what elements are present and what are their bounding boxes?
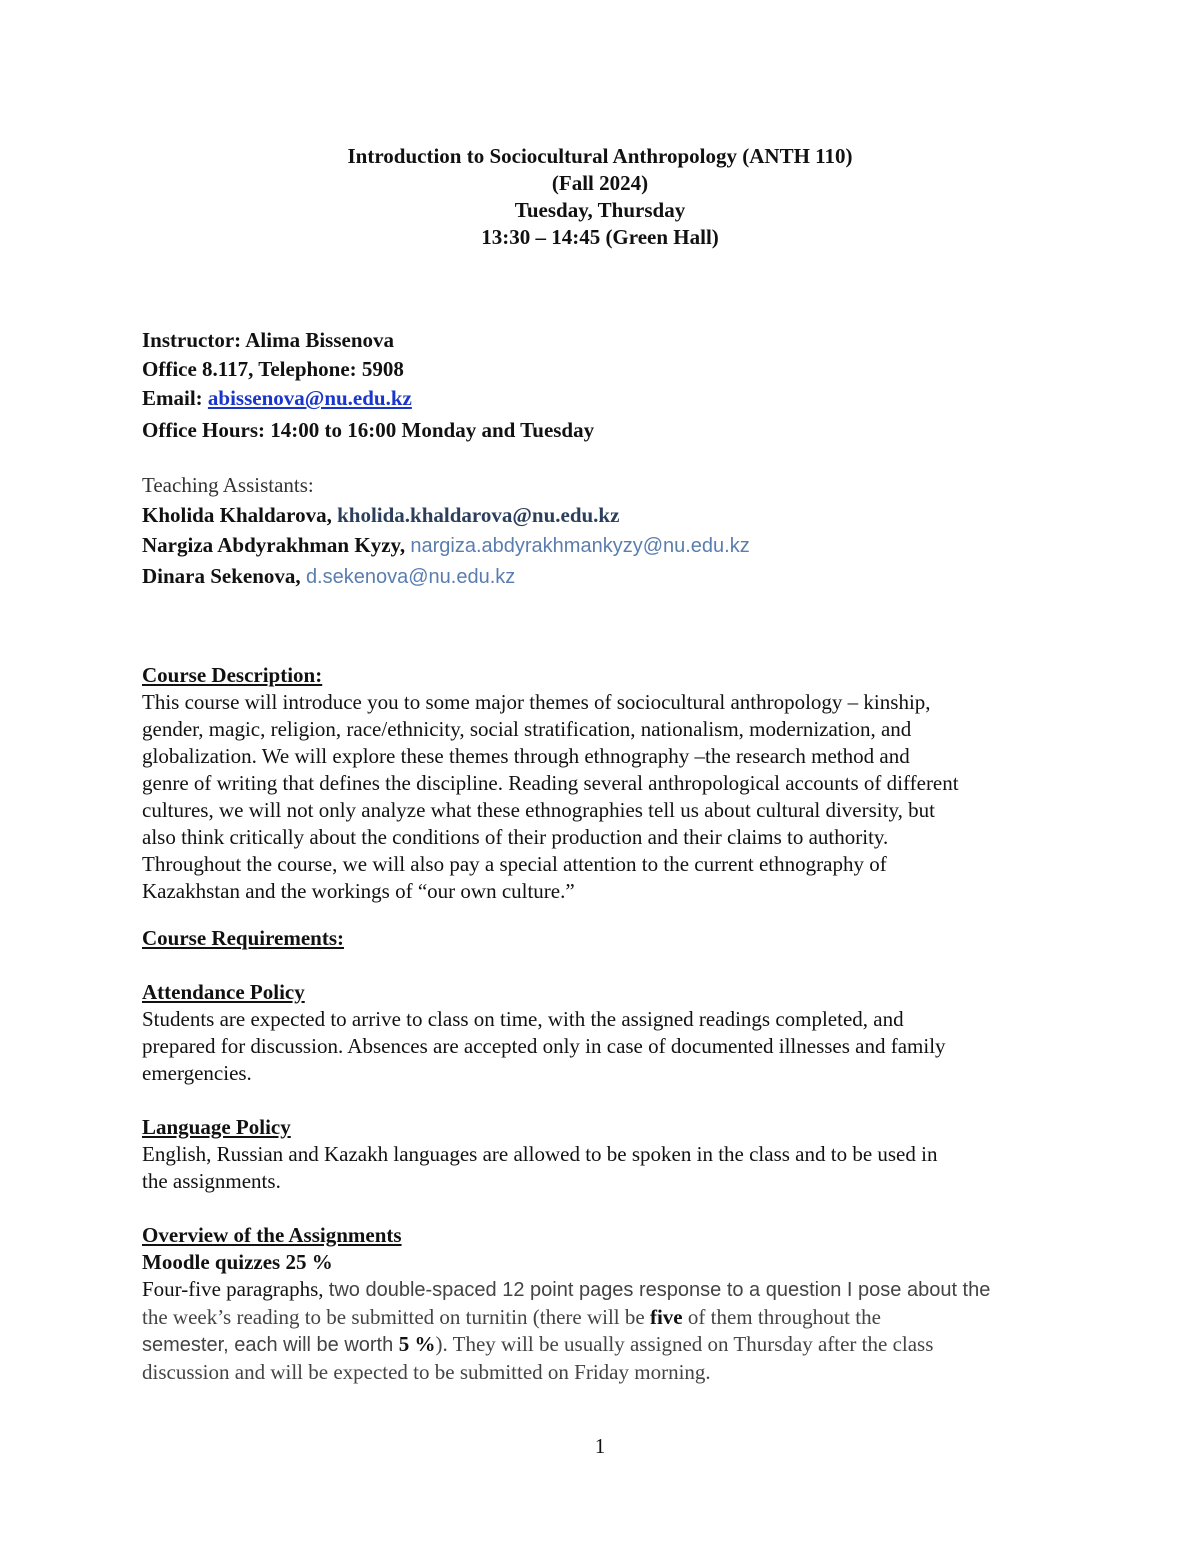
language-line: English, Russian and Kazakh languages are allowed to be spoken in the class and to be used in — [142, 1142, 938, 1166]
instructor-block — [142, 327, 1072, 444]
description-line: also think critically about the conditions of their production and their claims to authority. — [142, 825, 889, 849]
attendance-policy-section — [142, 979, 1072, 1087]
description-line: Throughout the course, we will also pay a special attention to the current ethnography of — [142, 852, 887, 876]
moodle-quizzes-heading: Moodle quizzes 25 % — [142, 1250, 333, 1274]
instructor-email-line — [142, 385, 1072, 417]
assignment-emphasis: five — [649, 1305, 683, 1329]
assignment-text: Four-five paragraphs, — [142, 1277, 329, 1301]
language-policy-section — [142, 1114, 1072, 1195]
instructor-office: Office 8.117, Telephone: 5908 — [142, 357, 404, 381]
assignment-line — [142, 1304, 1072, 1331]
attendance-line: emergencies. — [142, 1061, 252, 1085]
assignment-line — [142, 1276, 1072, 1304]
assignment-text: the week’s reading to be submitted on turnitin (there will be — [142, 1305, 650, 1329]
language-line: the assignments. — [142, 1169, 281, 1193]
course-description-section — [142, 662, 1072, 905]
description-line: genre of writing that defines the discipline. Reading several anthropological accounts of different — [142, 771, 959, 795]
course-time-location: 13:30 – 14:45 (Green Hall) — [481, 225, 719, 249]
instructor-office-hours: Office Hours: 14:00 to 16:00 Monday and Tuesday — [142, 418, 595, 442]
assignment-text: of them throughout the — [682, 1305, 881, 1329]
attendance-line: prepared for discussion. Absences are accepted only in case of documented illnesses and family — [142, 1034, 946, 1058]
course-term: (Fall 2024) — [551, 171, 649, 195]
description-line: This course will introduce you to some major themes of sociocultural anthropology – kinship, — [142, 690, 931, 714]
description-line: cultures, we will not only analyze what these ethnographies tell us about cultural diversity, but — [142, 798, 935, 822]
assignment-text: two double-spaced 12 point pages response to a question I pose about the — [328, 1279, 991, 1301]
assignment-text: ). They will be usually assigned on Thursday after the class — [435, 1332, 934, 1356]
ta-name: Nargiza Abdyrakhman Kyzy, — [142, 533, 406, 557]
description-line: globalization. We will explore these themes through ethnography –the research method and — [142, 744, 910, 768]
attendance-policy-heading: Attendance Policy — [142, 980, 305, 1004]
assignment-line — [142, 1331, 1072, 1359]
ta-name: Kholida Khaldarova, — [142, 503, 332, 527]
ta-item — [142, 530, 1072, 561]
language-policy-heading: Language Policy — [142, 1115, 291, 1139]
teaching-assistants-block — [142, 470, 1072, 592]
assignment-text: semester, each will be worth — [142, 1334, 399, 1356]
email-label: Email: — [142, 386, 208, 410]
assignment-line: discussion and will be expected to be submitted on Friday morning. — [142, 1360, 711, 1384]
page-number: 1 — [594, 1434, 606, 1458]
instructor-name: Instructor: Alima Bissenova — [142, 328, 394, 352]
course-header — [0, 143, 1200, 251]
course-requirements-heading: Course Requirements: — [142, 926, 345, 950]
instructor-email-link[interactable]: abissenova@nu.edu.kz — [207, 386, 412, 410]
ta-email-link[interactable]: kholida.khaldarova@nu.edu.kz — [337, 503, 620, 527]
course-description-heading: Course Description: — [142, 663, 323, 687]
ta-heading: Teaching Assistants: — [142, 473, 314, 497]
ta-email-link[interactable]: d.sekenova@nu.edu.kz — [305, 566, 516, 588]
ta-name: Dinara Sekenova, — [142, 564, 301, 588]
course-days: Tuesday, Thursday — [514, 198, 686, 222]
description-line: gender, magic, religion, race/ethnicity, social stratification, nationalism, modernization, and — [142, 717, 912, 741]
course-requirements-section — [142, 925, 1072, 952]
course-title: Introduction to Sociocultural Anthropology (ANTH 110) — [347, 144, 853, 168]
ta-email-link[interactable]: nargiza.abdyrakhmankyzy@nu.edu.kz — [410, 535, 750, 557]
description-line: Kazakhstan and the workings of “our own culture.” — [142, 879, 575, 903]
attendance-line: Students are expected to arrive to class on time, with the assigned readings completed, and — [142, 1007, 904, 1031]
assignment-emphasis: 5 % — [398, 1332, 436, 1356]
ta-item — [142, 561, 1072, 592]
assignments-section — [142, 1222, 1072, 1386]
assignments-heading: Overview of the Assignments — [142, 1223, 402, 1247]
ta-item — [142, 500, 1072, 530]
